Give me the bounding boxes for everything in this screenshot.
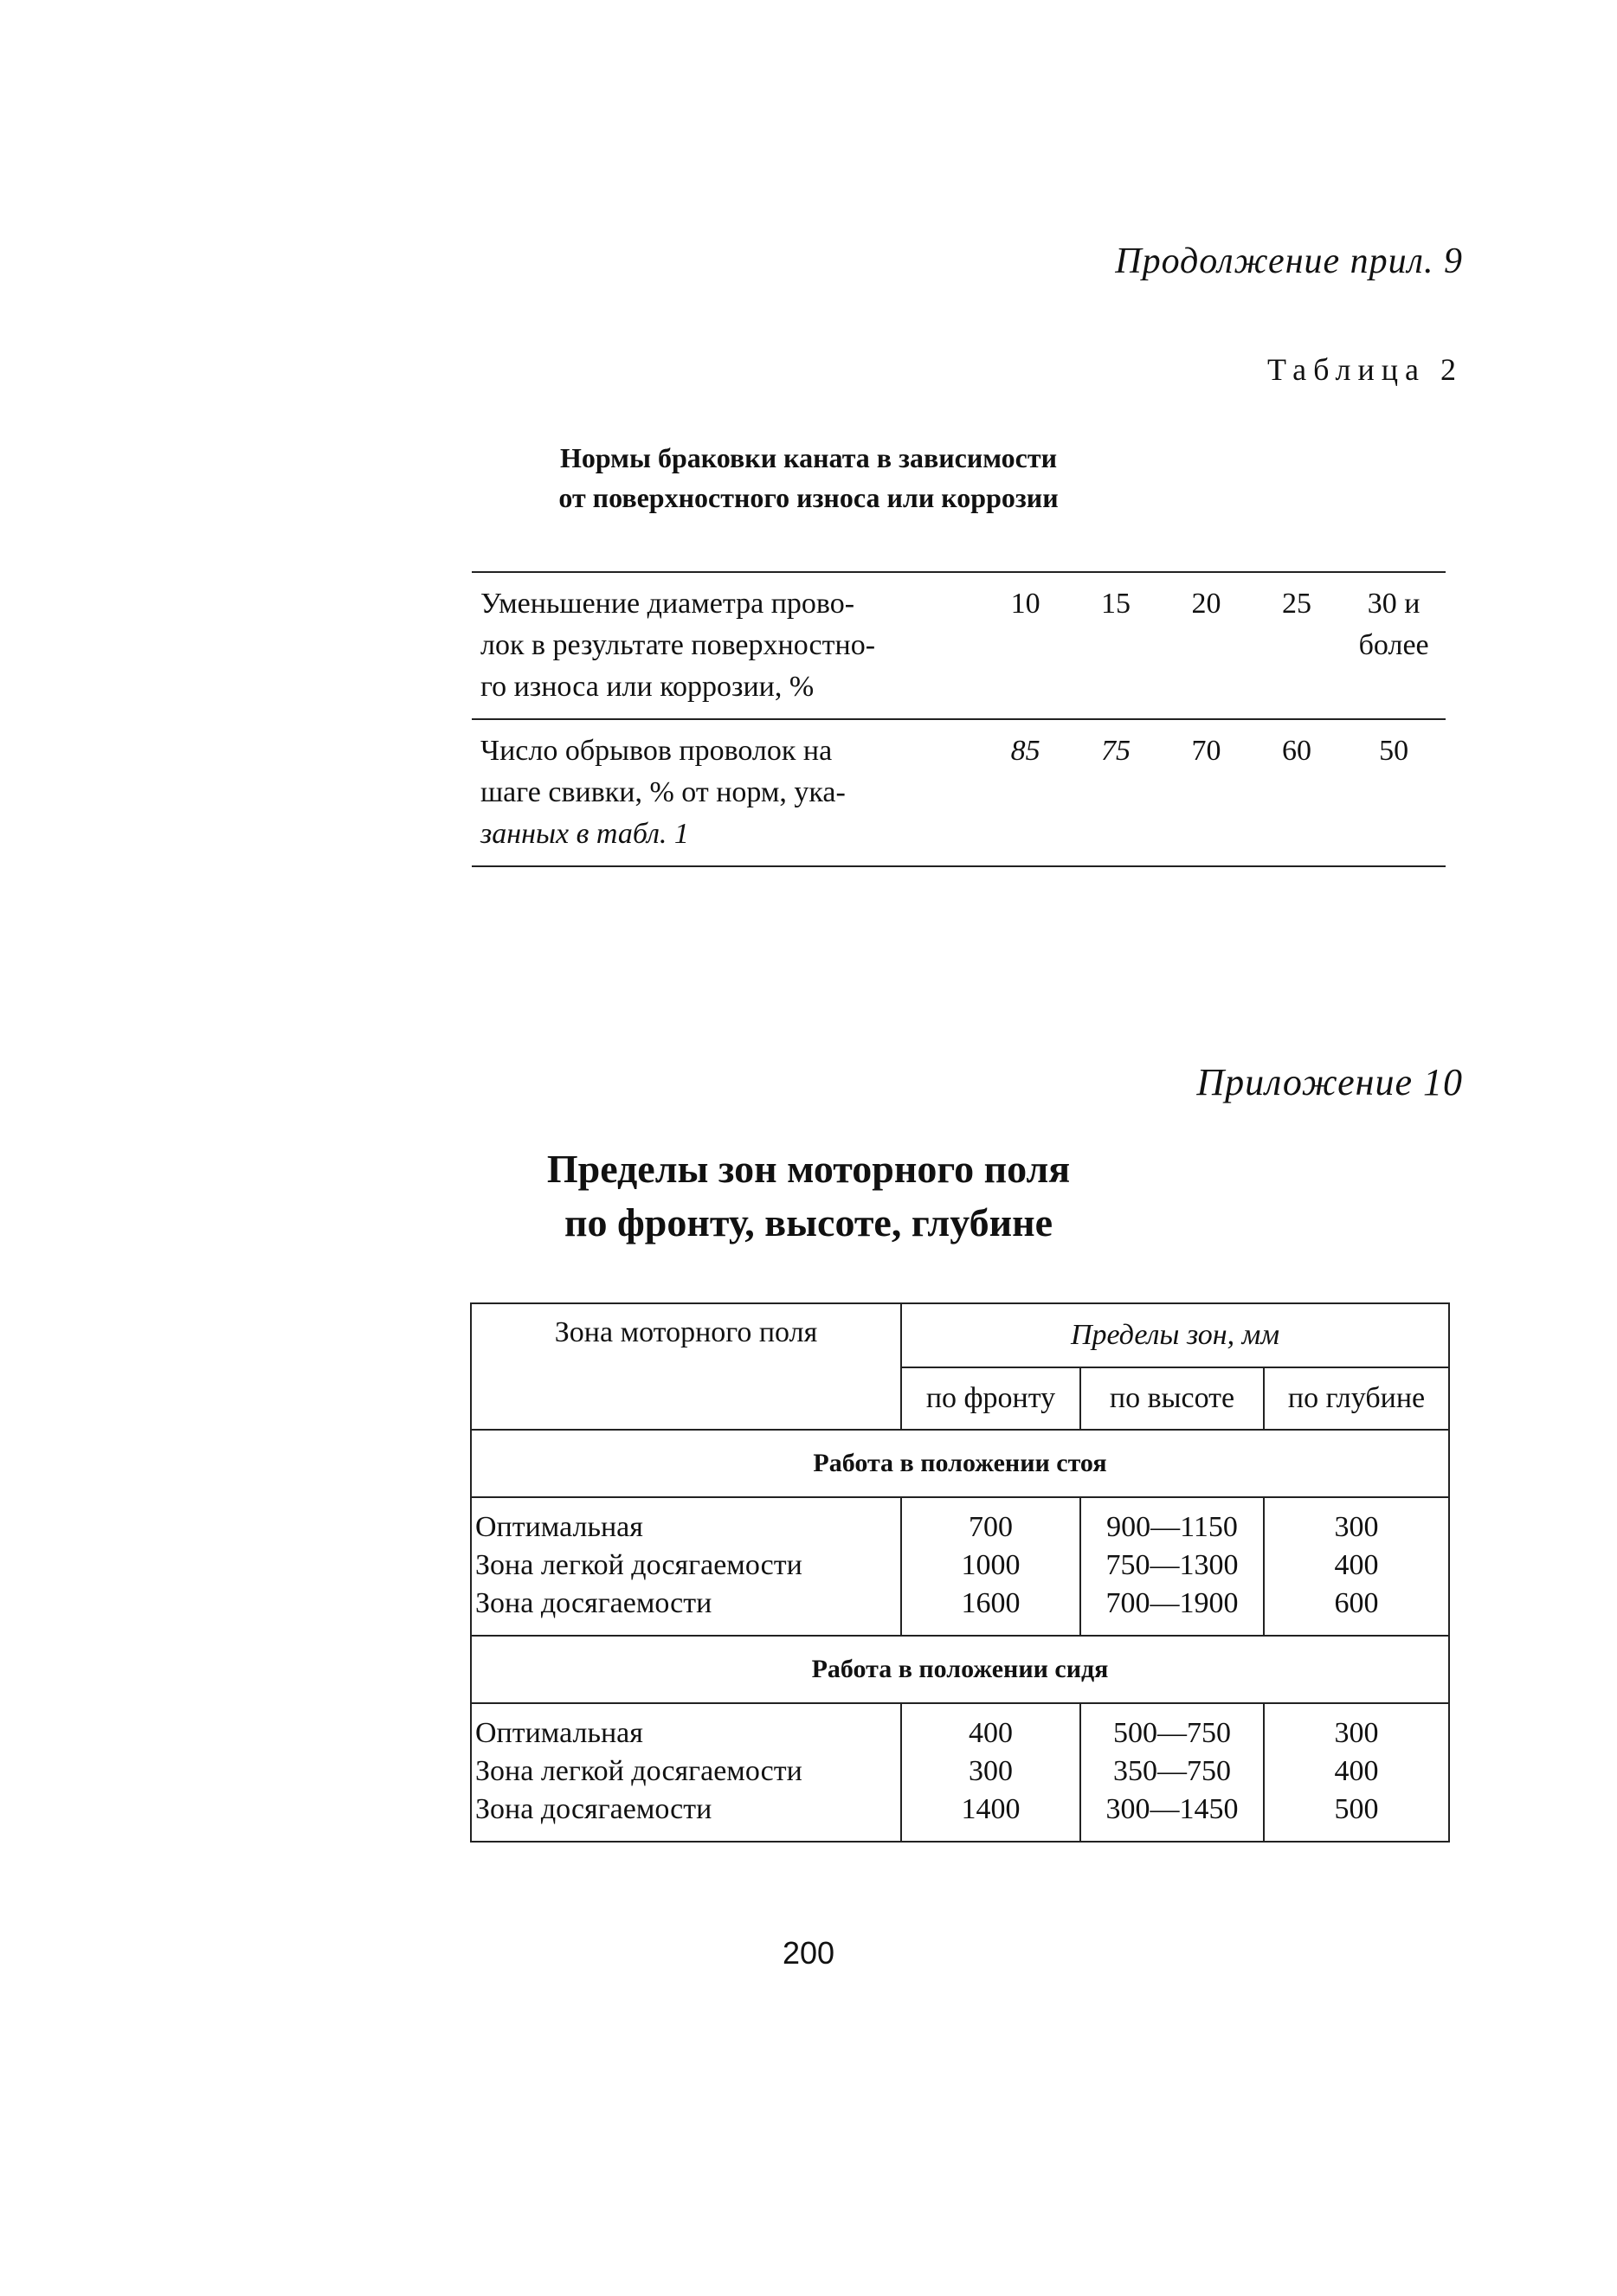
height-value: 900—1150 [1106, 1511, 1238, 1543]
column-header-limits: Пределы зон, мм [901, 1303, 1449, 1367]
table-cell: 70 [1191, 735, 1221, 767]
column-header-height: по высоте [1080, 1367, 1264, 1430]
zone-cell [471, 1497, 901, 1636]
table-cell: 10 [1010, 588, 1040, 620]
appendix-title: Приложение 10 [1196, 1061, 1463, 1103]
column-header-zone: Зона моторного поля [471, 1303, 901, 1430]
depth-cell [1264, 1497, 1449, 1636]
column-header-front: по фронту [901, 1367, 1080, 1430]
continuation-title: Продолжение прил. 9 [1115, 241, 1463, 281]
column-header-depth: по глубине [1264, 1367, 1449, 1430]
zone-name: Зона легкой досягаемости [475, 1755, 802, 1787]
depth-value: 300 [1334, 1717, 1379, 1749]
cell-line: 30 и [1367, 588, 1421, 620]
zone-name: Оптимальная [475, 1717, 643, 1749]
zone-name: Оптимальная [475, 1511, 643, 1543]
motor-field-zones-table [470, 1302, 1450, 1843]
front-value: 300 [969, 1755, 1013, 1787]
table-cell [1342, 572, 1446, 719]
front-value: 700 [969, 1511, 1013, 1543]
section-row [471, 1430, 1449, 1497]
front-value: 1000 [961, 1549, 1021, 1581]
depth-value: 400 [1334, 1549, 1379, 1581]
front-cell [901, 1703, 1080, 1842]
front-value: 1400 [961, 1793, 1021, 1825]
zone-name: Зона легкой досягаемости [475, 1549, 802, 1581]
label-line: Число обрывов проволок на [480, 735, 833, 767]
zone-name: Зона досягаемости [475, 1793, 712, 1825]
front-value: 1600 [961, 1587, 1021, 1619]
label-line: занных в табл. 1 [480, 818, 689, 850]
section-row [471, 1636, 1449, 1703]
caption-line: от поверхностного износа или коррозии [558, 482, 1059, 513]
caption-line: Пределы зон моторного поля [546, 1147, 1071, 1191]
table-cell: 20 [1191, 588, 1221, 620]
depth-cell [1264, 1703, 1449, 1842]
table-row [472, 719, 1446, 866]
table-caption-rope-rejection [0, 438, 1617, 518]
table-cell: 50 [1379, 735, 1409, 767]
table-row [472, 572, 1446, 719]
table-caption-motor-field [0, 1142, 1617, 1250]
depth-value: 400 [1334, 1755, 1379, 1787]
height-value: 700—1900 [1105, 1587, 1239, 1619]
rope-rejection-table [472, 571, 1446, 867]
height-value: 500—750 [1113, 1717, 1231, 1749]
table-cell: 75 [1101, 735, 1131, 767]
label-line: го износа или коррозии, % [480, 671, 815, 703]
row-label [472, 719, 980, 866]
height-value: 750—1300 [1105, 1549, 1239, 1581]
section-title-sitting: Работа в положении сидя [471, 1636, 1449, 1703]
table-cell: 25 [1282, 588, 1312, 620]
depth-value: 300 [1334, 1511, 1379, 1543]
caption-line: по фронту, высоте, глубине [564, 1200, 1053, 1244]
section-title-standing: Работа в положении стоя [471, 1430, 1449, 1497]
height-cell [1080, 1497, 1264, 1636]
cell-line: более [1358, 629, 1429, 661]
table-row-group [471, 1497, 1449, 1636]
height-value: 300—1450 [1105, 1793, 1239, 1825]
height-cell [1080, 1703, 1264, 1842]
page-number: 200 [782, 1935, 835, 1971]
table-label: Таблица 2 [1267, 352, 1463, 387]
table-cell: 60 [1282, 735, 1312, 767]
label-line: Уменьшение диаметра прово- [480, 588, 855, 620]
zone-name: Зона досягаемости [475, 1587, 712, 1619]
table-row-group [471, 1703, 1449, 1842]
label-line: лок в результате поверхностно- [480, 629, 876, 661]
caption-line: Нормы браковки каната в зависимости [559, 442, 1058, 473]
row-label [472, 572, 980, 719]
depth-value: 500 [1334, 1793, 1379, 1825]
zone-cell [471, 1703, 901, 1842]
table-cell: 15 [1101, 588, 1131, 620]
header-row [471, 1303, 1449, 1367]
front-value: 400 [969, 1717, 1013, 1749]
table-cell: 85 [1010, 735, 1040, 767]
depth-value: 600 [1334, 1587, 1379, 1619]
front-cell [901, 1497, 1080, 1636]
label-line: шаге свивки, % от норм, ука- [480, 776, 846, 808]
height-value: 350—750 [1113, 1755, 1231, 1787]
